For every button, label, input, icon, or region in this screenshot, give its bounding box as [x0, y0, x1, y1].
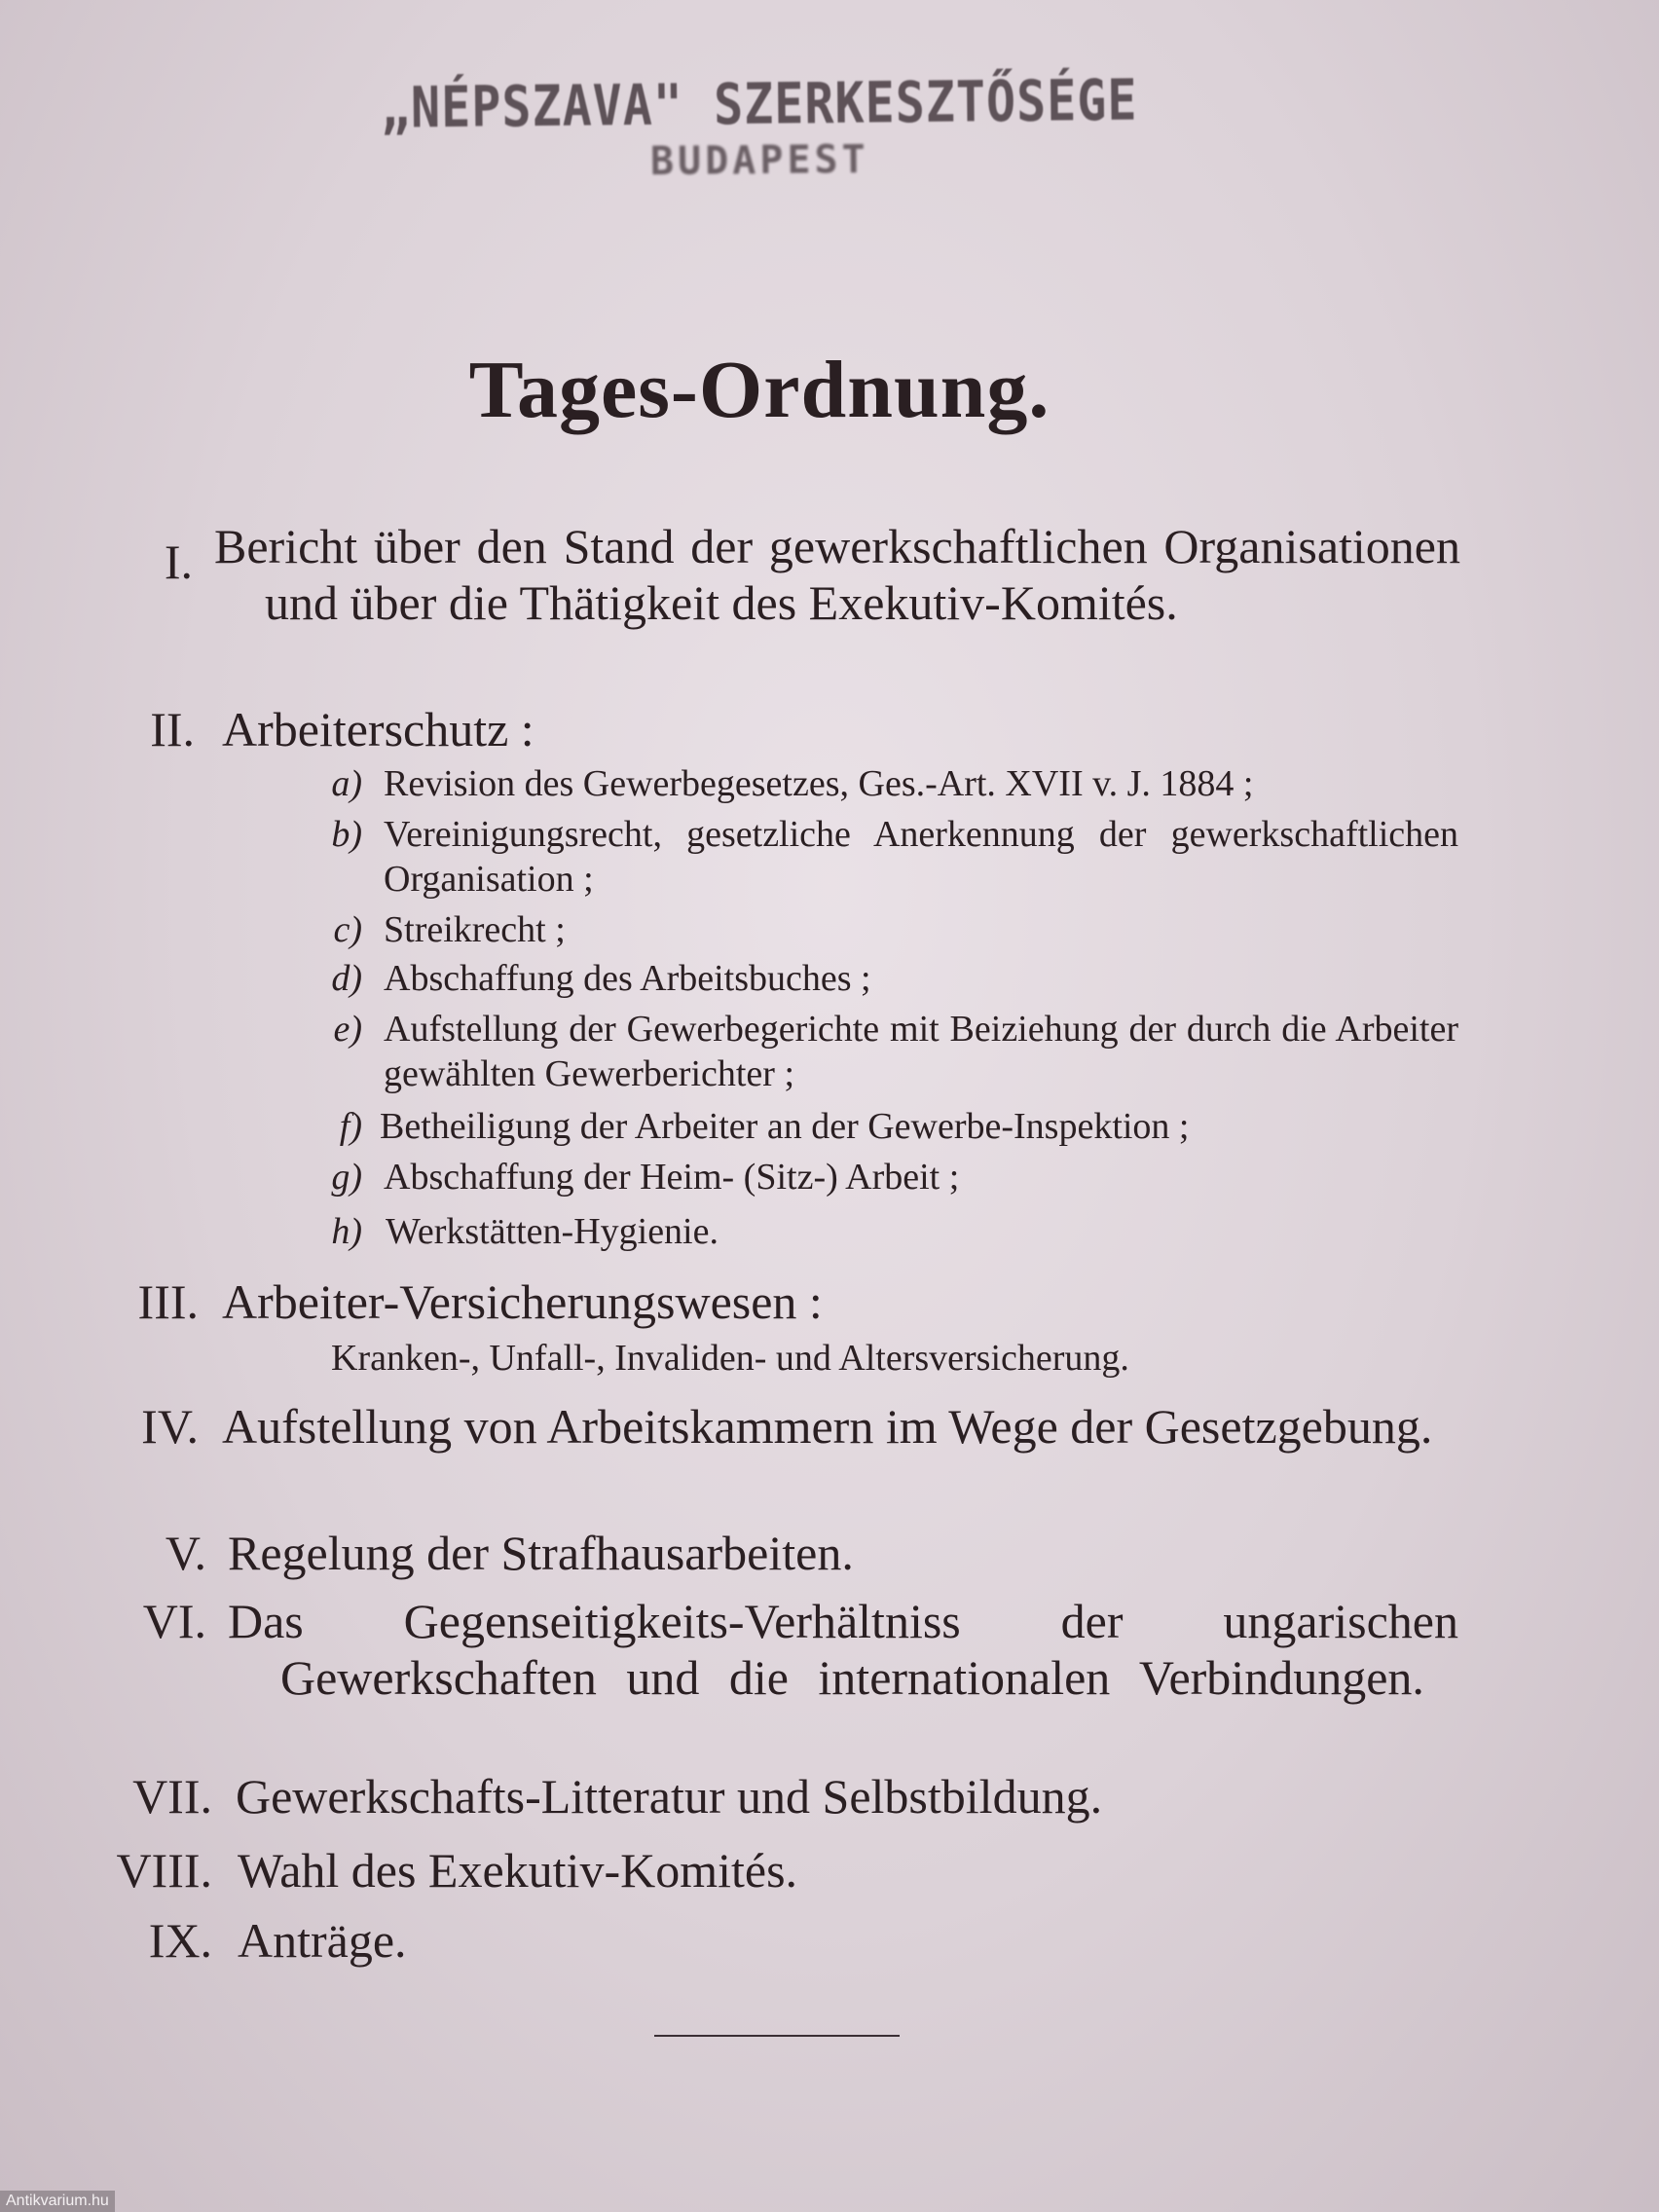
sub-letter-e: e): [333, 1009, 362, 1050]
sub-letter-g: g): [331, 1157, 362, 1198]
item-text-6-content: Das Gegenseitigkeits-Verhältniss der ungarischen Gewerkschaften und die internationalen Verbindungen.: [228, 1594, 1458, 1705]
item-number-5: V.: [165, 1526, 206, 1580]
sub-letter-b: b): [331, 814, 362, 855]
item-text-6: [228, 1593, 1458, 1706]
item-number-3: III.: [137, 1274, 199, 1329]
sub-letter-c: c): [333, 909, 362, 950]
item-text-5: Regelung der Strafhausarbeiten.: [228, 1526, 854, 1580]
item-number-2: II.: [150, 702, 195, 756]
item-text-3: Arbeiter-Versicherungswesen :: [222, 1274, 823, 1329]
item-text-9: Anträge.: [238, 1913, 407, 1968]
item-text-1-content: Bericht über den Stand der gewerkschaftlichen Organisationen und über die Thätigkeit des Exekutiv-Komités.: [214, 519, 1460, 630]
sub-text-a: Revision des Gewerbegesetzes, Ges.-Art. XVII v. J. 1884 ;: [384, 763, 1254, 804]
sub-text-h: Werkstätten-Hygienie.: [386, 1211, 719, 1252]
watermark-label: Antikvarium.hu: [0, 2191, 115, 2212]
sub-text-c: Streikrecht ;: [384, 909, 566, 950]
publisher-stamp: [359, 67, 1159, 188]
sub-letter-d: d): [331, 958, 362, 999]
sub-text-e: Aufstellung der Gewerbegerichte mit Beiziehung der durch die Arbeiter gewählten Gewerberichter ;: [384, 1009, 1458, 1094]
item-number-6: VI.: [142, 1594, 206, 1648]
item-number-7: VII.: [132, 1769, 212, 1824]
page-title: Tages-Ordnung.: [468, 345, 1051, 435]
item-text-7: Gewerkschafts-Litteratur und Selbstbildung.: [236, 1769, 1103, 1824]
item-text-1: [214, 518, 1460, 631]
sub-text-d: Abschaffung des Arbeitsbuches ;: [384, 958, 871, 999]
item-text-4-content: Aufstellung von Arbeitskammern im Wege der Gesetzgebung.: [222, 1399, 1433, 1454]
item-number-8: VIII.: [116, 1843, 212, 1898]
sub-text-g: Abschaffung der Heim- (Sitz-) Arbeit ;: [384, 1157, 960, 1198]
item-text-4: [222, 1398, 1458, 1455]
sub-text-f: Betheiligung der Arbeiter an der Gewerbe-Inspektion ;: [380, 1106, 1190, 1147]
item-text-2: Arbeiterschutz :: [222, 702, 535, 756]
sub-letter-h: h): [331, 1211, 362, 1252]
item-number-9: IX.: [148, 1913, 212, 1968]
stamp-line-2: BUDAPEST: [649, 136, 869, 185]
item-number-4: IV.: [141, 1399, 199, 1454]
sub-letter-f: f): [339, 1106, 362, 1147]
insurance-line: Kranken-, Unfall-, Invaliden- und Altersversicherung.: [331, 1338, 1129, 1379]
sub-letter-a: a): [331, 763, 362, 804]
stamp-line-1: „NÉPSZAVA" SZERKESZTŐSÉGE: [380, 67, 1138, 141]
closing-rule: [654, 2035, 900, 2037]
item-text-8: Wahl des Exekutiv-Komités.: [238, 1843, 798, 1898]
item-number-1: I.: [164, 535, 193, 589]
sub-text-b: Vereinigungsrecht, gesetzliche Anerkennung der gewerkschaftlichen Organisation ;: [384, 814, 1458, 900]
